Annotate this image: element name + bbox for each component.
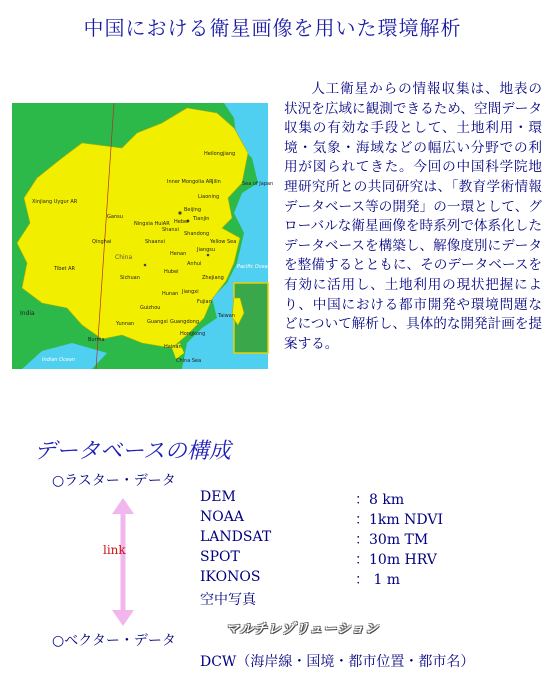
map-label-fujian: Fujian [197,299,212,305]
map-label-yunnan: Yunnan [116,321,135,327]
map-label-jiangxi: Jiangxi [182,289,199,295]
map-label-tianjin: Tianjin [193,216,210,222]
map-label-hubei: Hubei [164,269,179,275]
map-label-beijing: Beijing [184,207,202,213]
map-label-shaanxi: Shaanxi [145,239,165,245]
map-label-xinjiang: Xinjiang Uygur AR [32,199,78,205]
raster-name: DEM [200,489,236,505]
map-label-inner-mongolia: Inner Mongolia AR [167,179,213,185]
map-label-china: China [115,254,133,261]
map-label-zhejiang: Zhejiang [202,275,224,281]
map-label-tibet: Tibet AR [54,266,75,272]
map-label-sichuan: Sichuan [120,275,140,281]
map-label-jiangsu: Jiangsu [197,247,216,253]
vector-data-label: ○ベクター・データ [52,633,176,649]
map-label-pacific-ocean: Pacific Ocean [237,264,271,270]
database-heading: データベースの構成 [34,439,231,464]
map-label-china-sea: China Sea [176,358,202,364]
map-label-india: India [20,310,35,317]
multi-resolution-label: マルチレゾリューション [226,622,379,637]
raster-value: ：1km NDVI [355,512,443,528]
map-label-heilongjiang: Heilongjiang [204,151,236,157]
map-label-taiwan: Taiwan [218,313,236,319]
map-label-jilin: Jilin [212,179,221,185]
page-title: 中国における衛星画像を用いた環境解析 [83,16,462,40]
map-label-shandong: Shandong [184,231,210,237]
dcw-label: DCW（海岸線・国境・都市位置・都市名） [200,654,475,670]
map-label-anhui: Anhui [187,261,202,267]
raster-name: LANDSAT [200,529,272,545]
raster-name: NOAA [200,509,244,525]
map-label-guizhou: Guizhou [140,305,161,311]
map-label-hongkong: Hongkong [180,331,206,337]
map-label-henan: Henan [170,251,187,257]
map-label-liaoning: Liaoning [198,194,220,200]
map-label-hebei: Hebei [174,219,189,225]
raster-value: ：10m HRV [355,552,437,568]
raster-name: IKONOS [200,569,261,585]
map-label-guangdong: Guangdong [170,319,200,325]
link-arrow-icon [108,498,138,626]
raster-value: ： 1 m [355,572,401,588]
intro-paragraph: 人工衛星からの情報収集は、地表の状況を広域に観測できるため、空間データ収集の有効な手段として、土地利用・環境・気象・海域などの幅広い分野での利用が図られてきた。今回の中国科学院地理研究所との共同研究は、「教育学術情報データベース等の開発」の一環として、グローバルな衛星画像を時系列で体系化したデータベースを構築し、解像度別にデータを整備するとともに、そのデータベースを有効に活用し、土地利用の現状把握により、中国における都市開発や環境問題などについて解析し、具体的な開発計画を提案する。 [284,81,543,352]
map-label-qinghai: Qinghai [92,239,112,245]
map-label-ningxia: Ningxia HuiAR [134,221,170,227]
map-label-hainan: Hainan [164,344,182,350]
link-label: link [103,543,126,557]
map-label-guangxi: Guangxi [147,319,168,325]
raster-data-label: ○ラスター・データ [52,473,176,489]
raster-value: ：8 km [355,492,405,508]
raster-name: 空中写真 [200,592,256,608]
map-label-indian-ocean: Indian Ocean [42,357,76,363]
map-label-shanxi: Shanxi [162,227,179,233]
map-label-hunan: Hunan [162,291,179,297]
map-label-sea-of-japan: Sea of Japan [242,181,274,187]
china-map-image [12,103,274,369]
map-label-gansu: Gansu [107,214,123,220]
raster-name: SPOT [200,549,240,565]
raster-value: ：30m TM [355,532,429,548]
map-label-burma: Burma [88,337,105,343]
map-label-yellow-sea: Yellow Sea [210,239,237,245]
